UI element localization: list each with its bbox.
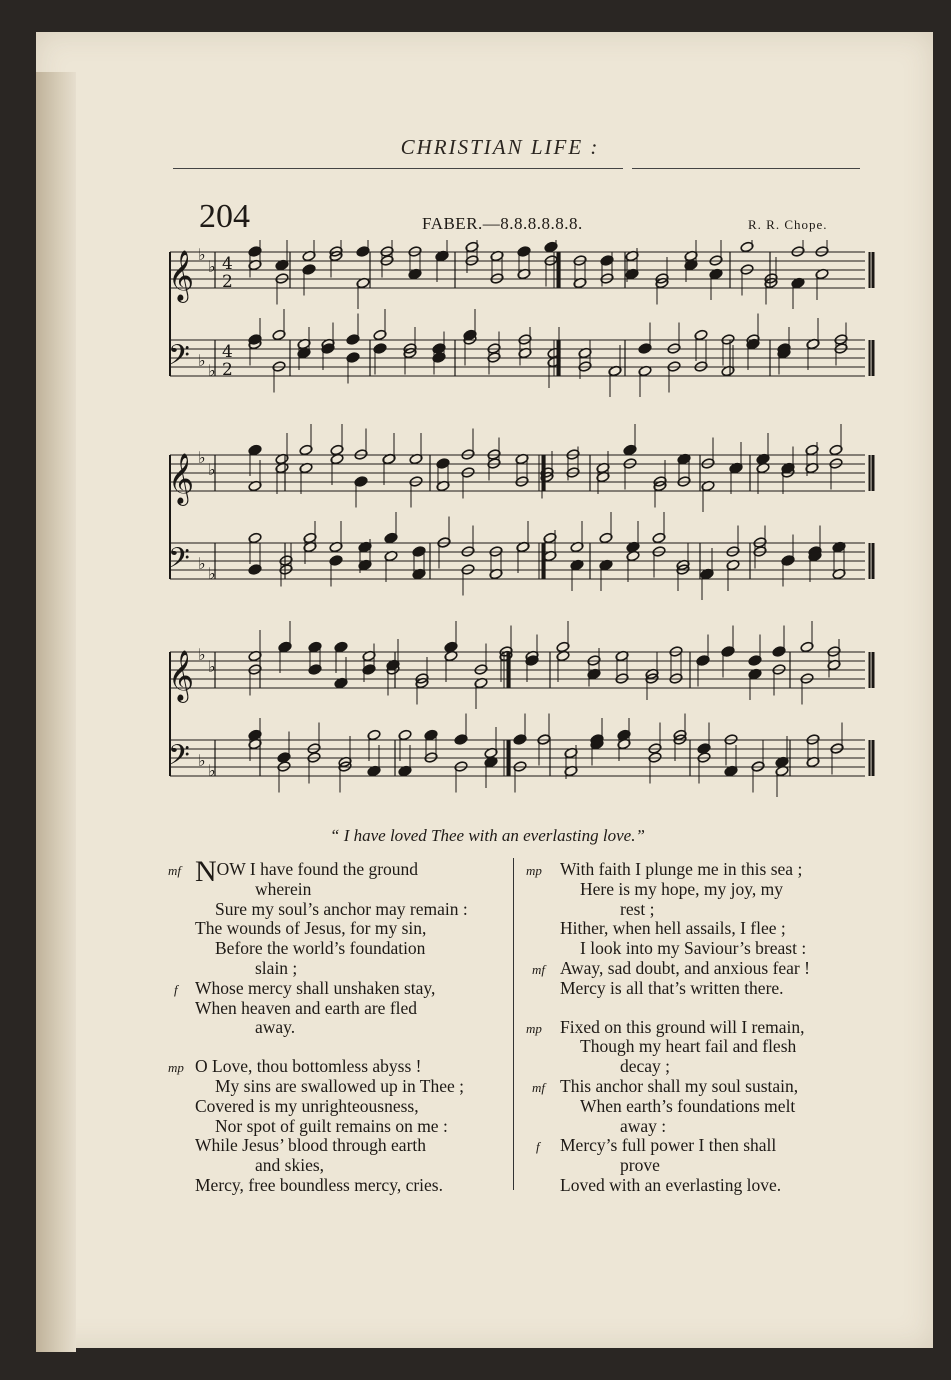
verse-text: Fixed on this ground will I remain, [560, 1016, 805, 1037]
bass-clef-icon: 𝄢 [168, 339, 190, 379]
time-signature-top: 4 [222, 254, 233, 274]
verse-line: When earth’s foundations melt [580, 1095, 796, 1116]
dynamic-mark: mp [526, 863, 542, 878]
time-signature-bottom: 2 [222, 360, 233, 380]
drop-cap: N [195, 855, 217, 888]
verse-line: Sure my soul’s anchor may remain : [215, 898, 468, 919]
verse-line [170, 979, 502, 999]
flat-icon: ♭ [198, 645, 206, 664]
verse-line: decay ; [620, 1056, 671, 1077]
verse-line: Mercy is all that’s written there. [560, 977, 784, 998]
verse-line [530, 1077, 866, 1097]
treble-clef-icon: 𝄞 [168, 650, 195, 701]
hymn-number: 204 [199, 198, 250, 235]
verse-line: Before the world’s foundation [215, 938, 426, 959]
dynamic-mark: mf [532, 961, 545, 977]
verse-line: wherein [255, 878, 312, 899]
dynamic-mark: f [174, 981, 178, 997]
verse-line: I look into my Saviour’s breast : [580, 938, 807, 959]
header-rule-left [173, 168, 623, 169]
verse-line: The wounds of Jesus, for my sin, [195, 918, 427, 939]
running-head: CHRISTIAN LIFE : [400, 135, 600, 159]
flat-icon: ♭ [208, 361, 216, 380]
column-divider [513, 858, 514, 1190]
dynamic-mark: mf [168, 863, 181, 878]
verse-text: This anchor shall my soul sustain, [560, 1075, 799, 1096]
verse-line: Mercy, free boundless mercy, cries. [195, 1174, 443, 1195]
flat-icon: ♭ [198, 351, 206, 370]
verse-line: away. [255, 1017, 296, 1038]
verse-line [170, 1057, 502, 1077]
verse-text: With faith I plunge me in this sea ; [560, 859, 803, 879]
flat-icon: ♭ [208, 761, 216, 780]
verse-line: My sins are swallowed up in Thee ; [215, 1075, 465, 1096]
composer: R. R. Chope. [748, 217, 828, 232]
bass-clef-icon: 𝄢 [168, 542, 190, 582]
music-system [170, 621, 873, 797]
flat-icon: ♭ [208, 257, 216, 276]
verse-line: Hither, when hell assails, I flee ; [560, 918, 786, 939]
verse-line: prove [620, 1155, 660, 1176]
verse-text: O Love, thou bottomless abyss ! [195, 1056, 422, 1077]
flat-icon: ♭ [198, 245, 206, 264]
verse-line: and skies, [255, 1155, 325, 1176]
verse-line: rest ; [620, 898, 655, 919]
page-edge [36, 72, 76, 1352]
verse-line [168, 855, 502, 888]
verse-line: Loved with an everlasting love. [560, 1174, 782, 1195]
flat-icon: ♭ [208, 460, 216, 479]
flat-icon: ♭ [208, 657, 216, 676]
verse-line: Nor spot of guilt remains on me : [215, 1115, 448, 1136]
verse-text: Whose mercy shall unshaken stay, [195, 977, 436, 998]
flat-icon: ♭ [208, 564, 216, 583]
verse-text: Away, sad doubt, and anxious fear ! [560, 957, 810, 978]
treble-clef-icon: 𝄞 [168, 453, 195, 504]
verse-text: OW I have found the ground [216, 859, 419, 879]
dynamic-mark: mf [532, 1079, 545, 1095]
time-signature-bottom: 2 [222, 272, 233, 292]
music-system [170, 240, 873, 397]
flat-icon: ♭ [198, 554, 206, 573]
dynamic-mark: mp [168, 1060, 184, 1076]
verse-text: Mercy’s full power I then shall [560, 1135, 777, 1156]
bass-clef-icon: 𝄢 [168, 739, 190, 779]
verse-line: Covered is my unrighteousness, [195, 1095, 419, 1116]
verse-line [530, 1136, 866, 1156]
verse-line: slain ; [255, 957, 298, 978]
treble-clef-icon: 𝄞 [168, 250, 195, 301]
time-signature-top: 4 [222, 342, 233, 362]
verse-line: Though my heart fail and flesh [580, 1036, 797, 1057]
dynamic-mark: f [536, 1139, 540, 1155]
music-system [170, 424, 873, 600]
flat-icon: ♭ [198, 448, 206, 467]
header-rule-right [632, 168, 860, 169]
music-systems [168, 240, 873, 797]
dynamic-mark: mp [526, 1020, 542, 1036]
verse-line [530, 959, 866, 979]
verse-line [526, 859, 866, 880]
verse-line: When heaven and earth are fled [195, 997, 418, 1018]
tune-name: FABER.—8.8.8.8.8.8. [422, 214, 583, 233]
verse-line: While Jesus’ blood through earth [195, 1135, 427, 1156]
verse-line: Here is my hope, my joy, my [580, 878, 784, 899]
flat-icon: ♭ [198, 751, 206, 770]
verses-right-column [526, 859, 866, 1196]
epigraph: “ I have loved Thee with an everlasting love.” [330, 826, 645, 845]
verses-left-column [168, 855, 502, 1196]
music-score [160, 240, 880, 810]
verse-line [526, 1016, 866, 1038]
verse-line: away : [620, 1115, 667, 1136]
